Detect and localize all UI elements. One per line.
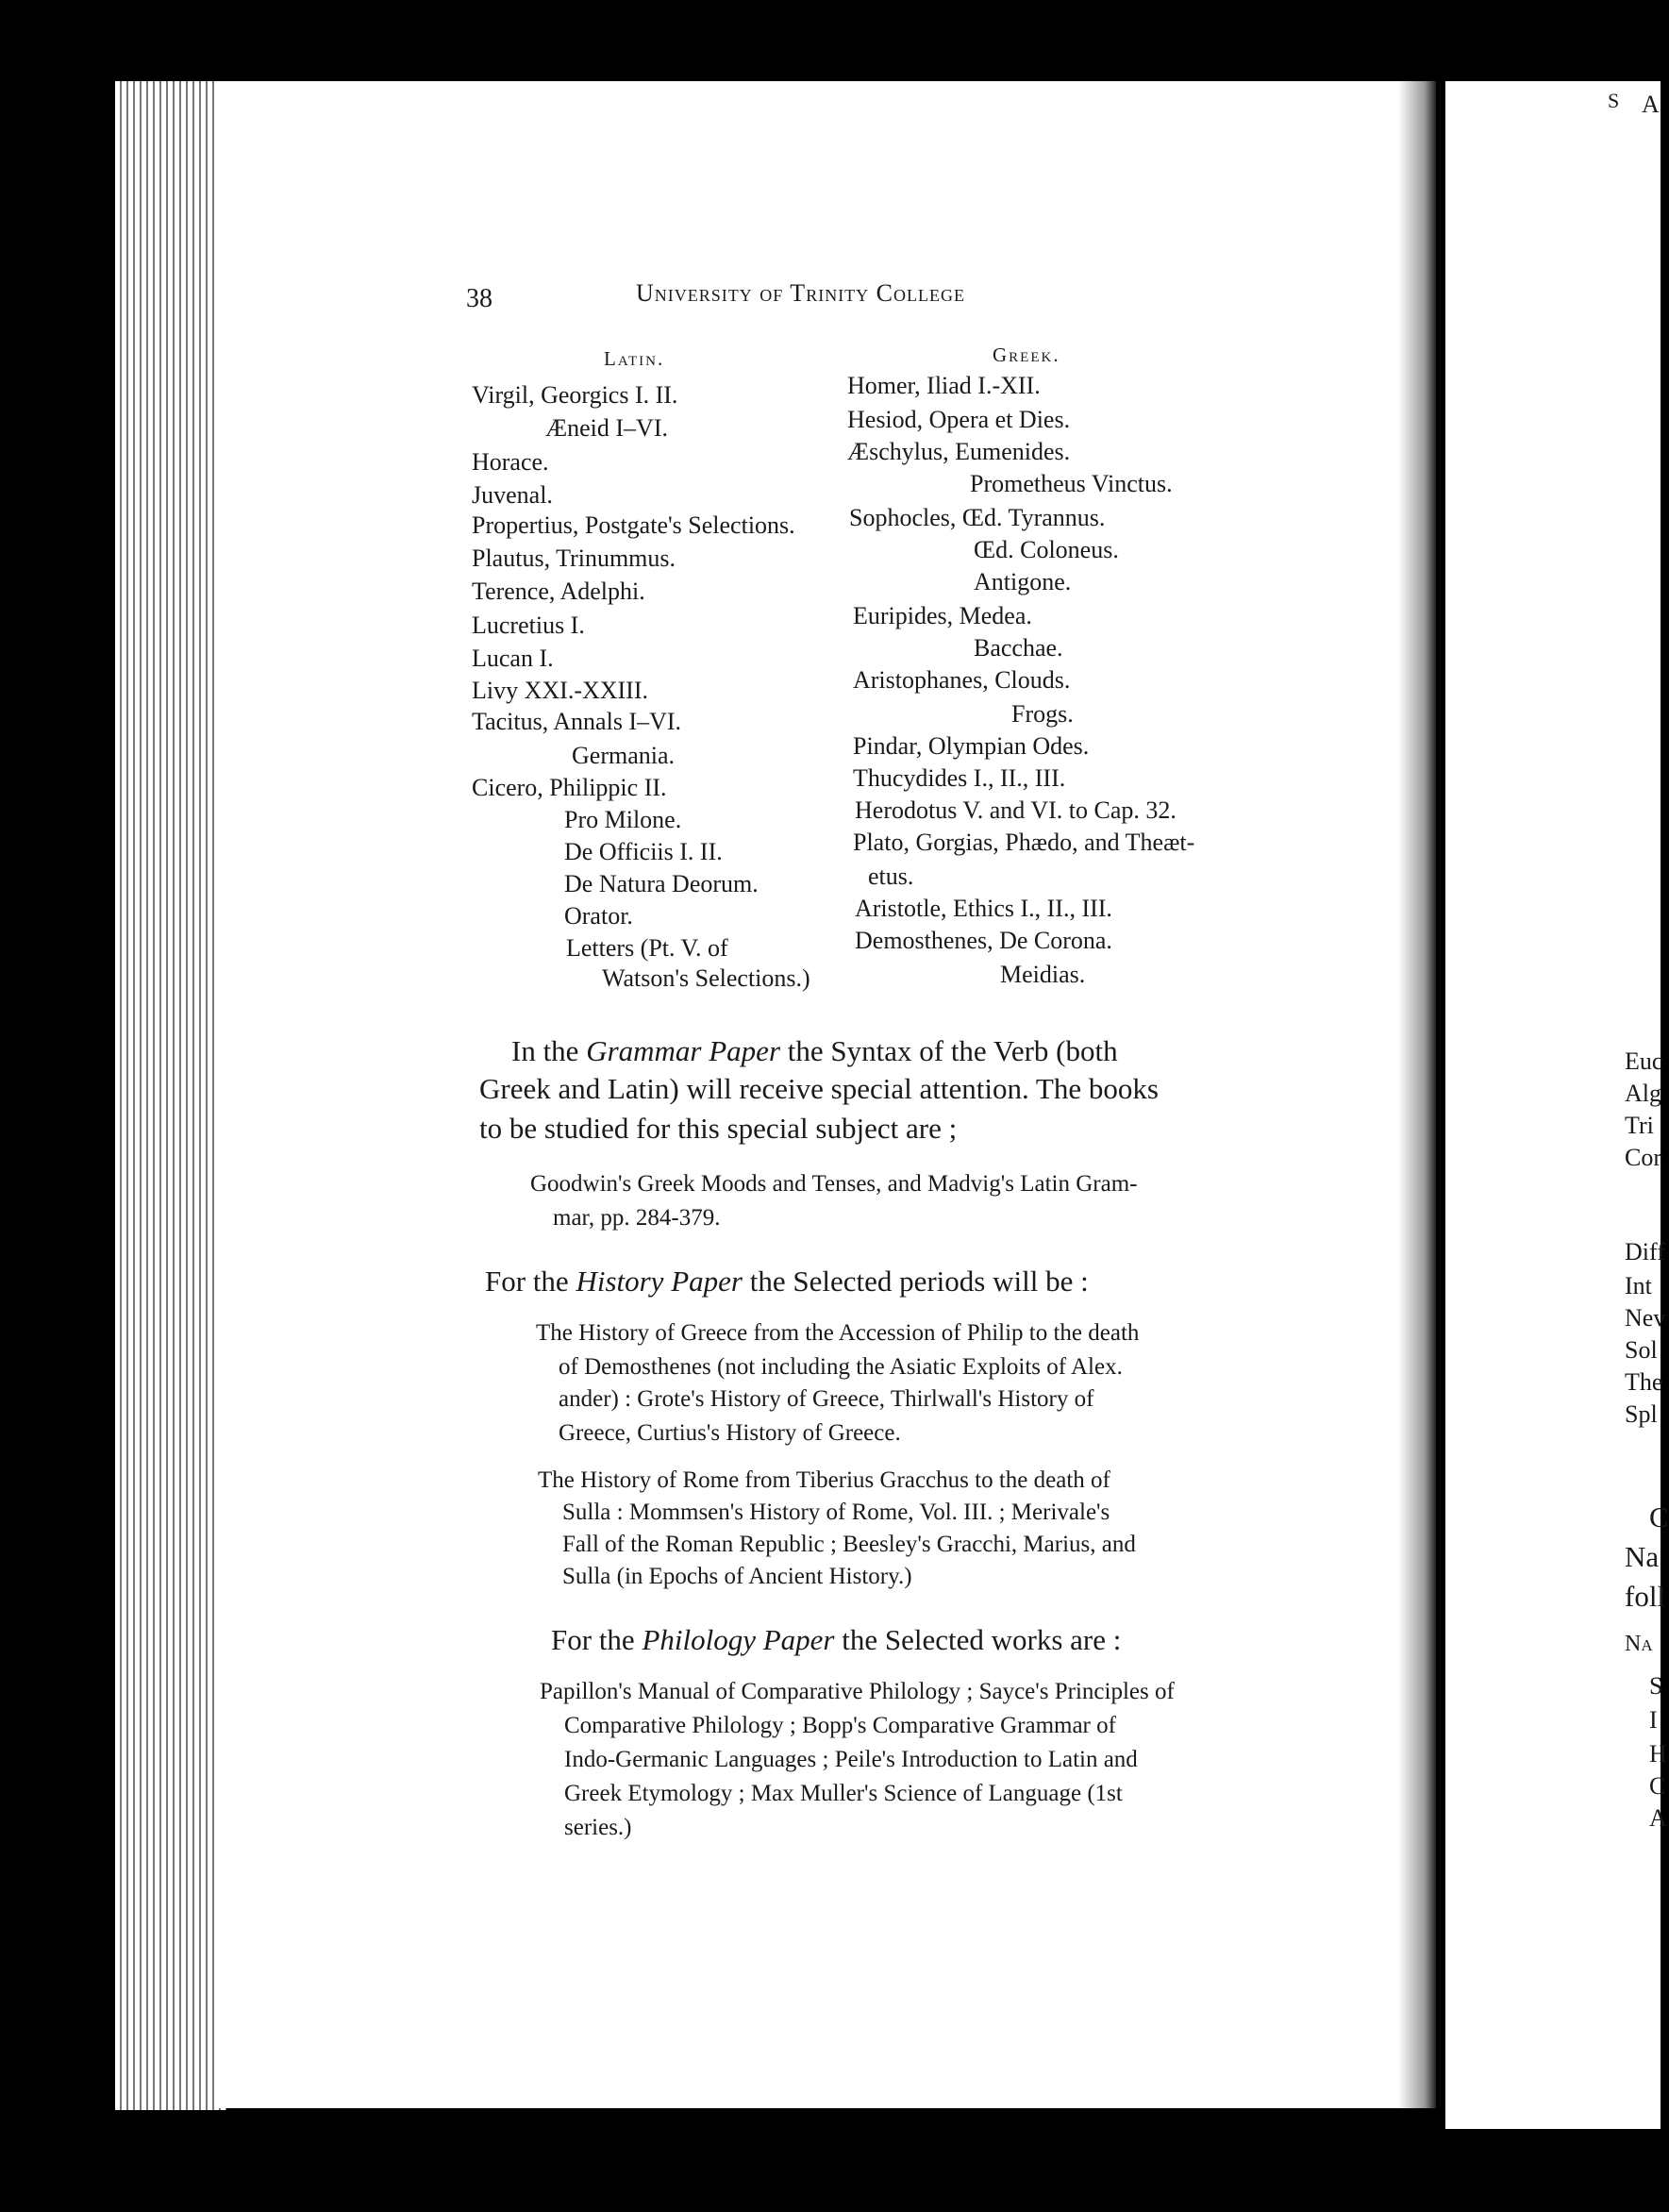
latin-line: Germania.	[572, 742, 676, 769]
grammar-line-2: Greek and Latin) will receive special attention. The books	[479, 1072, 1159, 1105]
latin-line: Letters (Pt. V. of	[566, 934, 728, 962]
history-greece-line: Greece, Curtius's History of Greece.	[559, 1420, 901, 1446]
facing-fragment: Diff	[1625, 1238, 1665, 1265]
facing-fragment: Sol	[1625, 1336, 1658, 1364]
philology-paper-title: Philology Paper	[642, 1623, 835, 1656]
latin-line: Plautus, Trinummus.	[472, 545, 676, 572]
facing-fragment: A	[1642, 91, 1660, 118]
page-number: 38	[466, 284, 492, 313]
latin-line: Terence, Adelphi.	[472, 578, 645, 605]
latin-line: Cicero, Philippic II.	[472, 774, 667, 801]
facing-fragment: Nev	[1625, 1304, 1666, 1332]
greek-line: Aristotle, Ethics I., II., III.	[855, 895, 1112, 922]
greek-line: Homer, Iliad I.-XII.	[847, 372, 1041, 399]
latin-line: Virgil, Georgics I. II.	[472, 381, 678, 409]
facing-fragment: Int	[1625, 1272, 1652, 1299]
facing-fragment: S	[1608, 89, 1620, 112]
greek-line: Meidias.	[1000, 961, 1086, 988]
greek-line: Aristophanes, Clouds.	[853, 666, 1071, 694]
facing-fragment: The	[1625, 1368, 1663, 1396]
philology-works-line: Comparative Philology ; Bopp's Comparative Grammar of	[564, 1713, 1116, 1738]
greek-line: Demosthenes, De Corona.	[855, 927, 1112, 954]
history-pre: For the	[485, 1265, 569, 1298]
greek-line: Antigone.	[974, 568, 1072, 595]
greek-line: Æschylus, Eumenides.	[847, 438, 1071, 465]
facing-fragment: A	[1649, 1804, 1667, 1832]
history-paper-title: History Paper	[576, 1265, 743, 1298]
facing-fragment: foll	[1625, 1580, 1666, 1613]
greek-line: Œd. Coloneus.	[974, 536, 1119, 563]
latin-line: Lucretius I.	[472, 612, 585, 639]
latin-line: Lucan I.	[472, 645, 554, 672]
facing-fragment: Cor	[1625, 1144, 1661, 1171]
latin-line: Pro Milone.	[564, 806, 682, 833]
latin-line: Livy XXI.-XXIII.	[472, 677, 649, 704]
greek-line: Frogs.	[1011, 700, 1074, 728]
philology-works-line: series.)	[564, 1815, 632, 1840]
latin-line: Watson's Selections.)	[602, 964, 810, 992]
grammar-books-1: Goodwin's Greek Moods and Tenses, and Madvig's Latin Gram-	[530, 1171, 1138, 1197]
latin-line: Æneid I–VI.	[545, 414, 668, 442]
greek-heading: Greek.	[993, 344, 1060, 366]
facing-fragment: Na	[1625, 1632, 1653, 1656]
greek-line: Hesiod, Opera et Dies.	[847, 406, 1071, 433]
grammar-paper-title: Grammar Paper	[586, 1034, 781, 1067]
facing-fragment: Alg	[1625, 1080, 1661, 1107]
gutter-shadow	[1398, 81, 1436, 2108]
grammar-pre: In the	[511, 1034, 579, 1067]
latin-line: Horace.	[472, 448, 549, 476]
latin-line: De Officiis I. II.	[564, 838, 723, 865]
page-edges	[115, 81, 226, 2110]
philology-works-line: Greek Etymology ; Max Muller's Science of Language (1st	[564, 1781, 1123, 1806]
greek-line: Bacchae.	[974, 634, 1063, 662]
facing-fragment: Spl	[1625, 1400, 1658, 1428]
facing-fragment: C	[1649, 1500, 1669, 1533]
history-greece-line: The History of Greece from the Accession of Philip to the death	[536, 1320, 1140, 1346]
facing-fragment: I	[1649, 1706, 1658, 1734]
greek-line: Sophocles, Œd. Tyrannus.	[849, 504, 1106, 531]
latin-line: De Natura Deorum.	[564, 870, 759, 897]
history-greece-line: ander) : Grote's History of Greece, Thirlwall's History of	[559, 1386, 1094, 1412]
greek-line: etus.	[868, 863, 914, 890]
grammar-line-3: to be studied for this special subject are ;	[479, 1112, 958, 1145]
latin-line: Tacitus, Annals I–VI.	[472, 708, 682, 735]
history-rome-line: Sulla (in Epochs of Ancient History.)	[562, 1564, 912, 1589]
grammar-post: the Syntax of the Verb (both	[787, 1034, 1118, 1067]
philology-post: the Selected works are :	[842, 1623, 1122, 1656]
grammar-line-1	[511, 1036, 1118, 1065]
history-rome-line: Sulla : Mommsen's History of Rome, Vol. III. ; Merivale's	[562, 1500, 1110, 1525]
philology-intro	[551, 1625, 1121, 1654]
latin-line: Orator.	[564, 902, 633, 930]
history-greece-line: of Demosthenes (not including the Asiatic Exploits of Alex.	[559, 1354, 1123, 1380]
latin-line: Juvenal.	[472, 481, 553, 509]
history-post: the Selected periods will be :	[749, 1265, 1089, 1298]
facing-fragment: Euc	[1625, 1047, 1663, 1075]
greek-line: Prometheus Vinctus.	[970, 470, 1173, 497]
facing-fragment: Tri	[1625, 1112, 1654, 1139]
greek-line: Plato, Gorgias, Phædo, and Theæt-	[853, 829, 1195, 856]
history-rome-line: The History of Rome from Tiberius Gracchus to the death of	[538, 1467, 1110, 1493]
grammar-books-2: mar, pp. 284-379.	[553, 1205, 721, 1231]
facing-fragment: S	[1649, 1672, 1663, 1700]
greek-line: Thucydides I., II., III.	[853, 764, 1066, 792]
philology-works-line: Indo-Germanic Languages ; Peile's Introduction to Latin and	[564, 1747, 1138, 1772]
facing-fragment: H	[1649, 1740, 1667, 1768]
greek-line: Herodotus V. and VI. to Cap. 32.	[855, 796, 1177, 824]
greek-line: Pindar, Olympian Odes.	[853, 732, 1090, 760]
philology-pre: For the	[551, 1623, 635, 1656]
history-intro	[485, 1266, 1089, 1296]
running-title: University of Trinity College	[636, 279, 965, 307]
facing-fragment: Na	[1625, 1540, 1660, 1573]
history-rome-line: Fall of the Roman Republic ; Beesley's Gracchi, Marius, and	[562, 1532, 1136, 1557]
greek-line: Euripides, Medea.	[853, 602, 1032, 629]
latin-heading: Latin.	[604, 347, 665, 370]
philology-works-line: Papillon's Manual of Comparative Philology ; Sayce's Principles of	[540, 1679, 1175, 1704]
facing-fragment: C	[1649, 1772, 1666, 1800]
latin-line: Propertius, Postgate's Selections.	[472, 511, 795, 539]
